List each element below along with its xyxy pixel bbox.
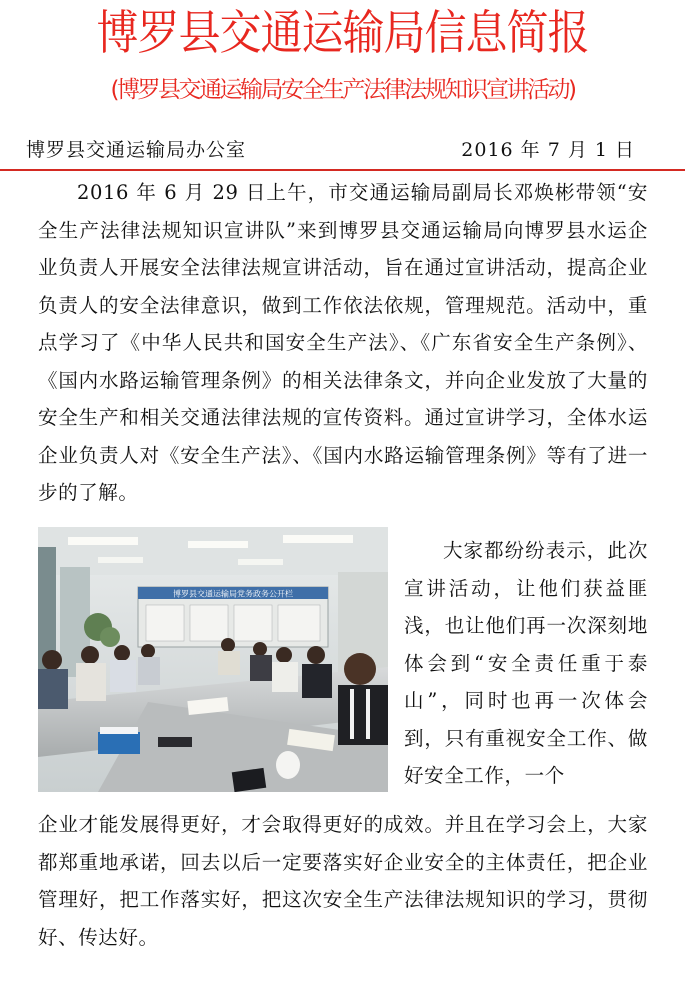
article-paragraph-1: 2016 年 6 月 29 日上午，市交通运输局副局长邓焕彬带领“安全生产法律法规知识宣讲队”来到博罗县交通运输局向博罗县水运企业负责人开展安全法律法规宣讲活动，旨在通过宣讲活动，提高企业负责人的安全法律意识，做到工作依法依规，管理规范。活动中，重点学习了《中华人民共和国安全生产法》、《广东省安全生产条例》、《国内水路运输管理条例》的相关法律条文，并向企业发放了大量的安全生产和相关交通法律法规的宣传资料。通过宣讲学习，全体水运企业负责人对《安全生产法》、《国内水路运输管理条例》等有了进一步的了解。	[38, 181, 648, 504]
photo-banner-text: 博罗县交通运输局党务政务公开栏	[173, 589, 293, 599]
article-paragraph-2: 大家都纷纷表示，此次宣讲活动，让他们获益匪浅，也让他们再一次深刻地体会到“安全责任重于泰山”，同时也再一次体会到，只有重视安全工作、做好安全工作，一个	[404, 539, 648, 787]
issuing-office: 博罗县交通运输局办公室	[26, 139, 247, 161]
header-divider	[0, 169, 685, 171]
issue-date: 2016 年 7 月 1 日	[461, 139, 635, 161]
bulletin-subtitle: (博罗县交通运输局安全生产法律法规知识宣讲活动)	[110, 77, 575, 103]
meeting-photo	[38, 527, 388, 792]
bulletin-meta	[26, 134, 635, 166]
bulletin-title: 博罗县交通运输局信息简报	[96, 5, 589, 61]
article-paragraph-3: 企业才能发展得更好，才会取得更好的成效。并且在学习会上，大家都郑重地承诺，回去以后一定要落实好企业安全的主体责任，把企业管理好，把工作落实好，把这次安全生产法律法规知识的学习，贯彻好、传达好。	[38, 813, 648, 949]
